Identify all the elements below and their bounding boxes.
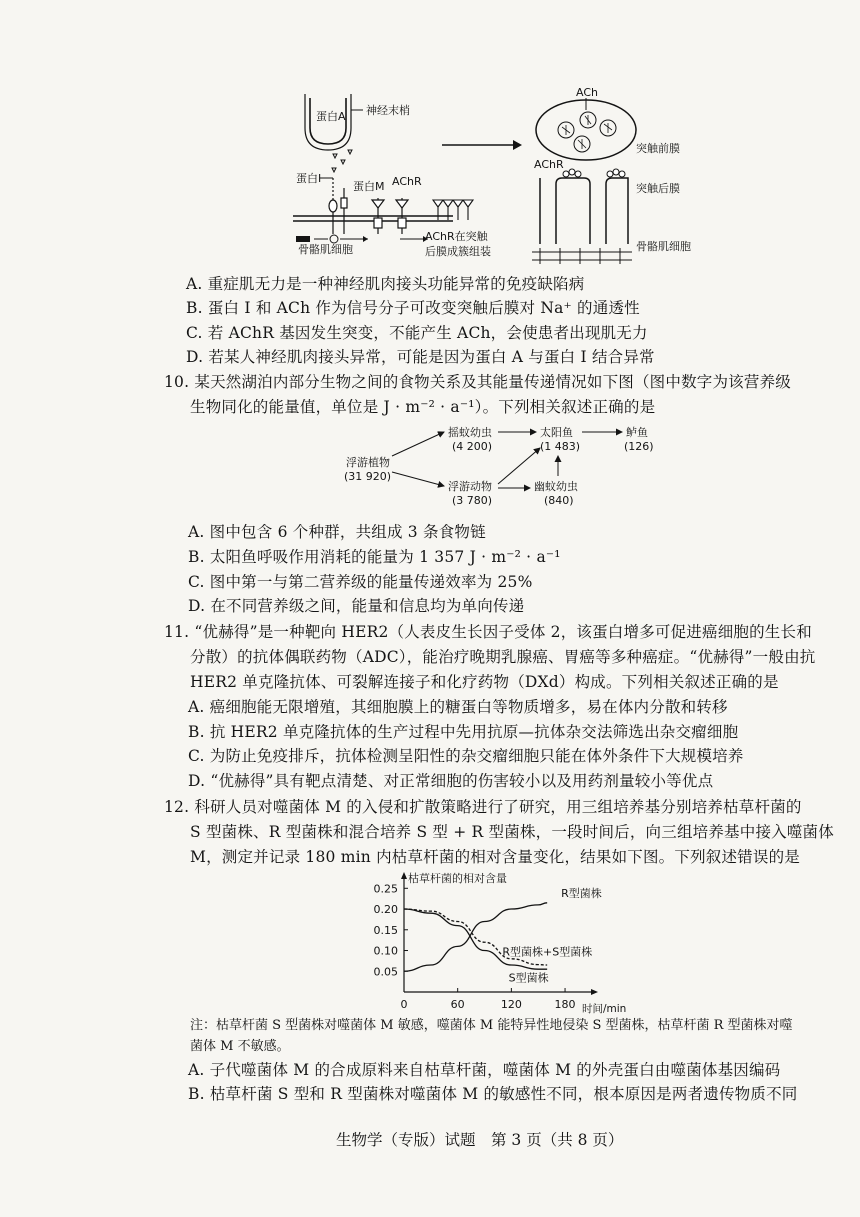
q11-stem-line3: HER2 单克隆抗体、可裂解连接子和化疗药物（DXd）构成。下列相关叙述正确的是 <box>190 673 779 691</box>
q10-option-d: D. 在不同营养级之间，能量和信息均为单向传递 <box>188 597 525 615</box>
muscle-cell-label-left: 骨骼肌细胞 <box>298 243 353 256</box>
x-tick-label: 60 <box>450 998 465 1011</box>
node-ghost-midge: 幽蚊幼虫 <box>534 480 578 493</box>
q11-stem-line1: 11. “优赫得”是一种靶向 HER2（人表皮生长因子受体 2，该蛋白增多可促进癌细胞的生长和 <box>164 623 812 641</box>
node-perch-value: (126) <box>624 440 654 453</box>
q11-option-b: B. 抗 HER2 单克隆抗体的生产过程中先用抗原—抗体杂交法筛选出杂交瘤细胞 <box>188 723 739 741</box>
protein-m-label: 蛋白M <box>353 180 385 193</box>
protein-a-label: 蛋白A <box>316 110 346 123</box>
achr-label-right: AChR <box>534 158 564 171</box>
transition-arrow <box>442 138 522 152</box>
cluster-label-2: 后膜成簇组装 <box>425 245 491 258</box>
node-chaoborus: 摇蚊幼虫 <box>448 426 492 439</box>
q12-note-line1: 注：枯草杆菌 S 型菌株对噬菌体 M 敏感，噬菌体 M 能特异性地侵染 S 型菌株，枯草杆菌 R 型菌株对噬 <box>190 1018 793 1033</box>
food-web <box>340 420 660 520</box>
q10-option-b: B. 太阳鱼呼吸作用消耗的能量为 1 357 J · m⁻² · a⁻¹ <box>188 548 561 566</box>
series-line-2 <box>404 909 547 969</box>
q9-option-b: B. 蛋白 I 和 ACh 作为信号分子可改变突触后膜对 Na⁺ 的通透性 <box>186 299 640 317</box>
q9-figure-right <box>532 94 652 270</box>
q12-stem-line3: M，测定并记录 180 min 内枯草杆菌的相对含量变化，结果如下图。下列叙述错误的是 <box>190 848 800 866</box>
y-tick-label: 0.05 <box>373 965 398 979</box>
q10-stem-line2: 生物同化的能量值，单位是 J · m⁻² · a⁻¹）。下列相关叙述正确的是 <box>190 398 656 416</box>
q12-option-a: A. 子代噬菌体 M 的合成原料来自枯草杆菌，噬菌体 M 的外壳蛋白由噬菌体基因编码 <box>188 1061 781 1079</box>
node-sunfish: 太阳鱼 <box>540 426 573 439</box>
q11-stem-line2: 分散）的抗体偶联药物（ADC），能治疗晚期乳腺癌、胃癌等多种癌症。“优赫得”一般由抗 <box>190 648 816 666</box>
node-phytoplankton: 浮游植物 <box>346 456 390 469</box>
y-tick-label: 0.20 <box>373 903 398 917</box>
node-phytoplankton-value: (31 920) <box>344 470 392 483</box>
y-tick-label: 0.25 <box>373 882 398 896</box>
q9-option-d: D. 若某人神经肌肉接头异常，可能是因为蛋白 A 与蛋白 I 结合异常 <box>186 348 655 366</box>
protein-i-label: 蛋白I <box>296 172 322 185</box>
q10-stem-line1: 10. 某天然湖泊内部分生物之间的食物关系及其能量传递情况如下图（图中数字为该营养级 <box>164 373 791 391</box>
y-axis-arrow <box>401 872 407 879</box>
node-perch: 鲈鱼 <box>626 426 648 439</box>
node-zooplankton: 浮游动物 <box>448 480 492 493</box>
q9-option-c: C. 若 AChR 基因发生突变，不能产生 ACh，会使患者出现肌无力 <box>186 324 648 342</box>
q11-option-c: C. 为防止免疫排斥，抗体检测呈阳性的杂交瘤细胞只能在体外条件下大规模培养 <box>188 747 744 765</box>
q11-option-d: D. “优赫得”具有靶点清楚、对正常细胞的伤害较小以及用药剂量较小等优点 <box>188 772 714 790</box>
q11-option-a: A. 癌细胞能无限增殖，其细胞膜上的糖蛋白等物质增多，易在体内分散和转移 <box>188 698 728 716</box>
x-tick-label: 120 <box>500 998 522 1011</box>
ach-label: ACh <box>576 86 598 99</box>
q12-note-line2: 菌体 M 不敏感。 <box>190 1039 290 1054</box>
y-tick-label: 0.15 <box>373 923 398 937</box>
series-label-rs: R型菌株+S型菌株 <box>502 945 593 959</box>
cluster-label-1: AChR在突触 <box>425 230 488 243</box>
achr-label-left: AChR <box>392 175 422 188</box>
node-zooplankton-value: (3 780) <box>452 494 493 507</box>
series-label-r: R型菌株 <box>561 886 602 900</box>
postsynaptic-membrane-label: 突触后膜 <box>636 182 680 195</box>
q12-stem-line1: 12. 科研人员对噬菌体 M 的入侵和扩散策略进行了研究，用三组培养基分别培养枯草杆菌的 <box>164 798 802 816</box>
series-label-s: S型菌株 <box>508 971 549 985</box>
nerve-ending-label: 神经末梢 <box>366 104 410 117</box>
presynaptic-membrane-label: 突触前膜 <box>636 142 680 155</box>
page-footer: 生物学（专版）试题 第 3 页（共 8 页） <box>336 1131 624 1149</box>
x-axis-arrow <box>591 989 598 995</box>
node-chaoborus-value: (4 200) <box>452 440 493 453</box>
node-sunfish-value: (1 483) <box>540 440 581 453</box>
food-web-arrows <box>340 420 660 520</box>
y-tick-label: 0.10 <box>373 944 398 958</box>
y-axis-label: 枯草杆菌的相对含量 <box>408 872 507 885</box>
x-axis-label: 时间/min <box>582 1003 627 1015</box>
x-tick-label: 180 <box>554 998 576 1011</box>
x-tick-label: 0 <box>400 998 408 1011</box>
q9-option-a: A. 重症肌无力是一种神经肌肉接头功能异常的免疫缺陷病 <box>186 275 585 293</box>
q10-option-a: A. 图中包含 6 个种群，共组成 3 条食物链 <box>188 523 486 541</box>
node-ghost-midge-value: (840) <box>544 494 574 507</box>
q12-stem-line2: S 型菌株、R 型菌株和混合培养 S 型 + R 型菌株，一段时间后，向三组培养基中接入噬菌体 <box>190 823 834 841</box>
q12-chart <box>340 870 627 1015</box>
q12-option-b: B. 枯草杆菌 S 型和 R 型菌株对噬菌体 M 的敏感性不同，根本原因是两者遗传物质不同 <box>188 1085 798 1103</box>
q10-option-c: C. 图中第一与第二营养级的能量传递效率为 25% <box>188 573 533 591</box>
muscle-cell-label-right: 骨骼肌细胞 <box>636 240 691 253</box>
